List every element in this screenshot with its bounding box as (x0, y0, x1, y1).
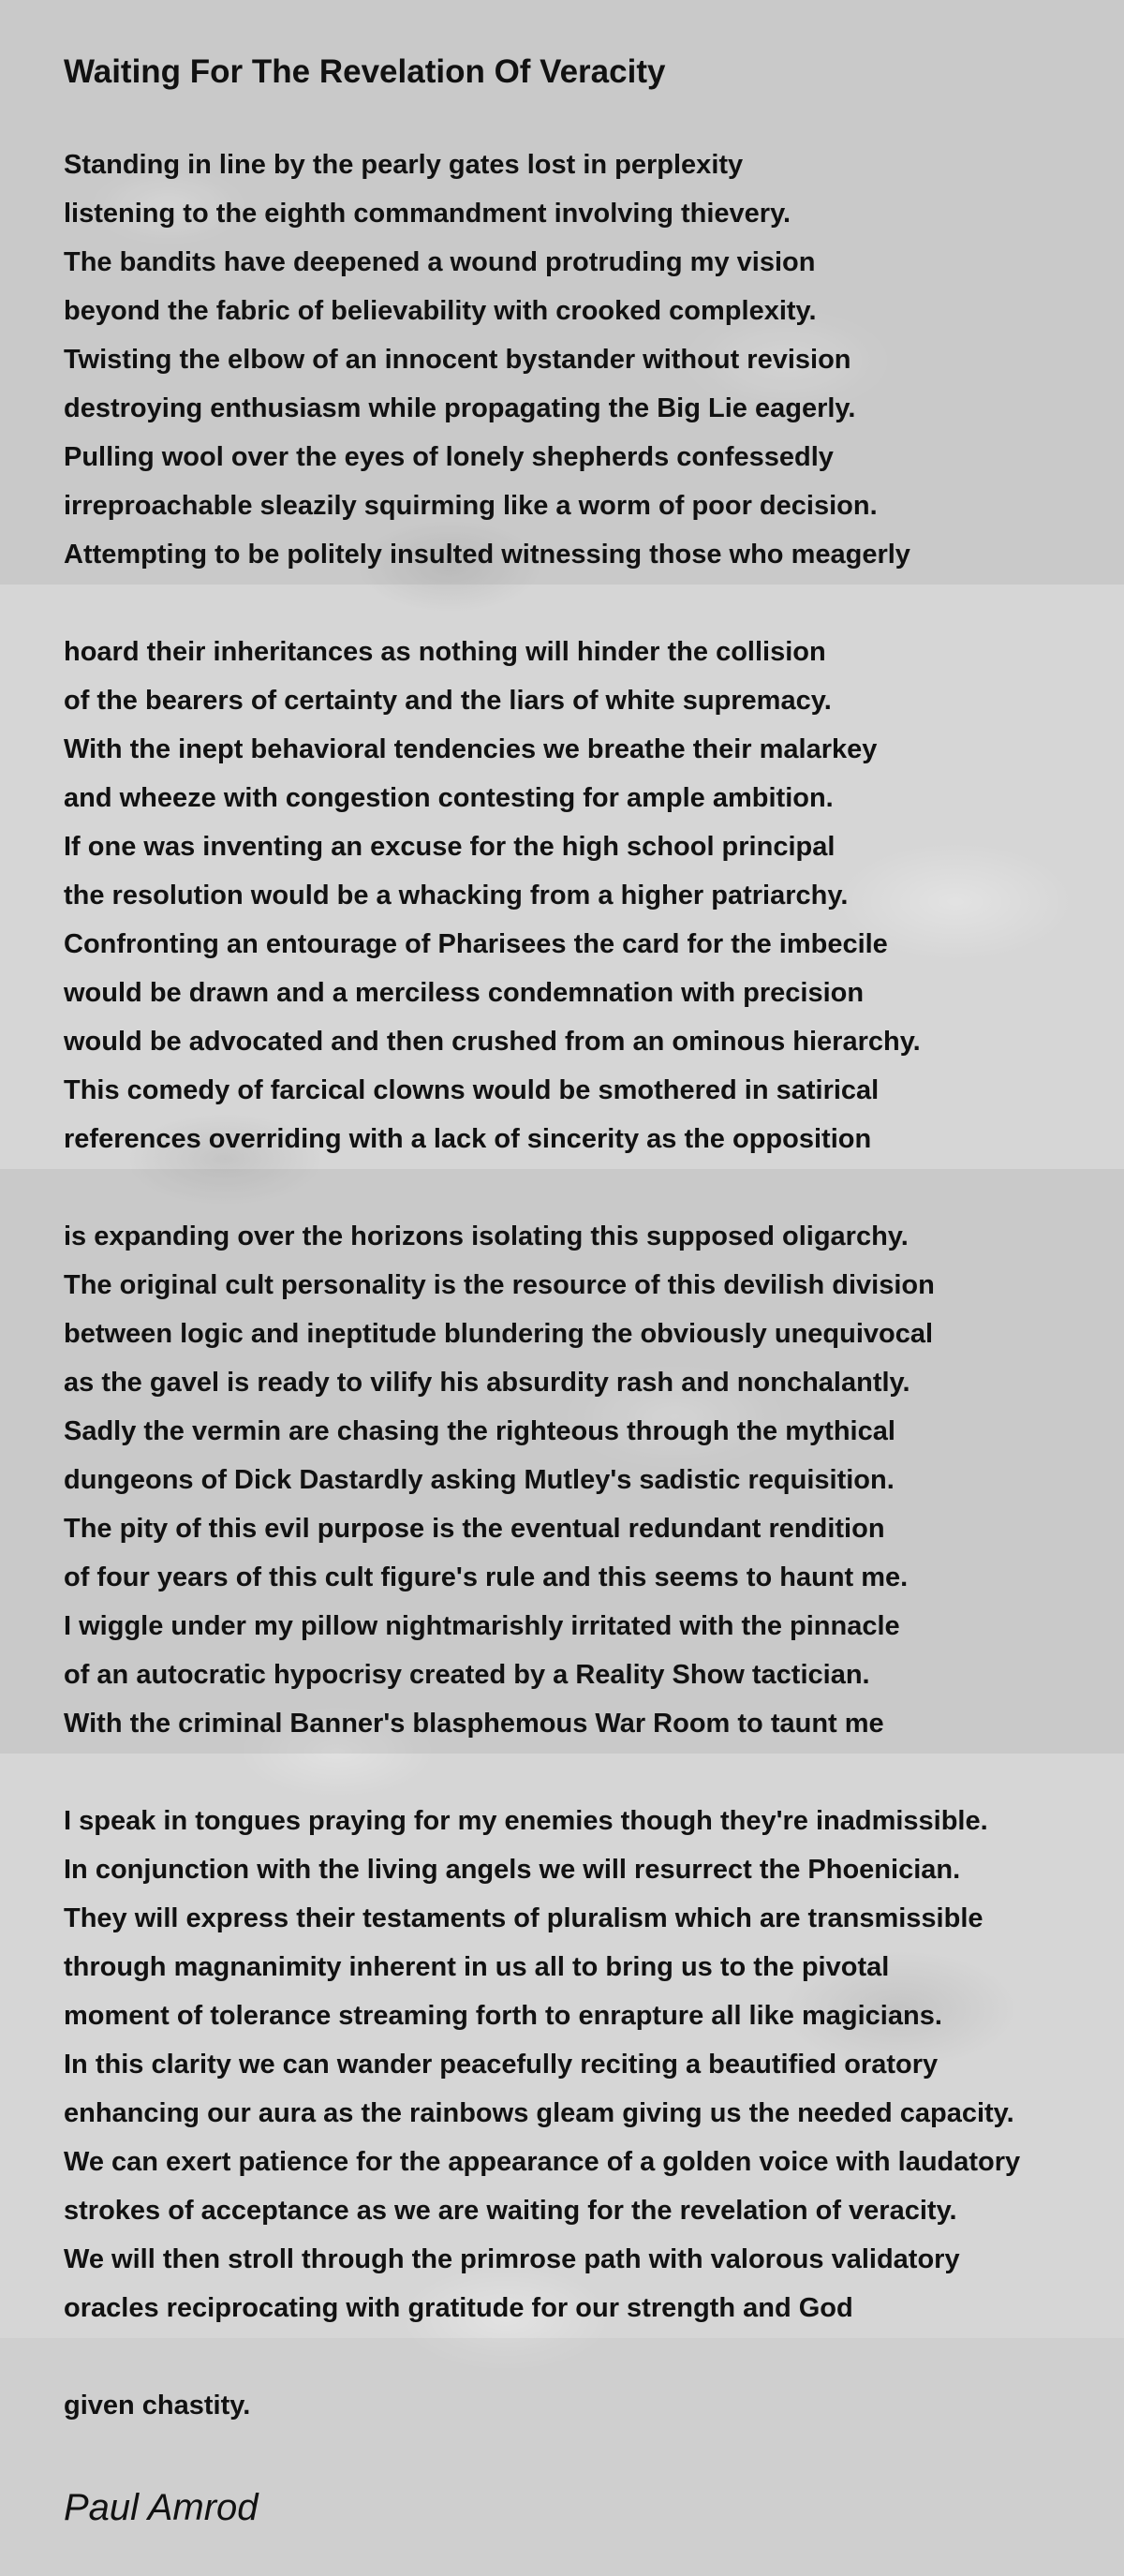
poem-line: would be drawn and a merciless condemnation with precision (64, 978, 865, 1008)
stanza-5 (64, 2381, 1124, 2430)
poem-line: I speak in tongues praying for my enemies though they're inadmissible. (64, 1806, 988, 1836)
poem-line: references overriding with a lack of sincerity as the opposition (64, 1124, 872, 1154)
poem-line: oracles reciprocating with gratitude for our strength and God (64, 2293, 853, 2323)
poem-line: I wiggle under my pillow nightmarishly irritated with the pinnacle (64, 1611, 900, 1641)
poem-line: They will express their testaments of pluralism which are transmissible (64, 1903, 984, 1933)
poem-line: dungeons of Dick Dastardly asking Mutley's sadistic requisition. (64, 1465, 895, 1495)
poem-line: We can exert patience for the appearance of a golden voice with laudatory (64, 2147, 1021, 2177)
stanza-1 (64, 141, 1124, 579)
poem-line: Twisting the elbow of an innocent bystander without revision (64, 345, 851, 375)
poem-line: listening to the eighth commandment involving thievery. (64, 199, 791, 229)
poem-line: In conjunction with the living angels we will resurrect the Phoenician. (64, 1855, 961, 1885)
poem-title: Waiting For The Revelation Of Veracity (64, 53, 666, 90)
poem-line: Attempting to be politely insulted witnessing those who meagerly (64, 540, 910, 570)
poem-line: is expanding over the horizons isolating this supposed oligarchy. (64, 1221, 909, 1251)
stanza-2 (64, 628, 1124, 1163)
poem-line: destroying enthusiasm while propagating the Big Lie eagerly. (64, 393, 856, 423)
poem-line: of four years of this cult figure's rule and this seems to haunt me. (64, 1562, 909, 1592)
poem-author: Paul Amrod (64, 2487, 259, 2528)
poem-line: Confronting an entourage of Pharisees the card for the imbecile (64, 929, 888, 959)
poem-line: of an autocratic hypocrisy created by a Reality Show tactician. (64, 1660, 870, 1690)
stanza-3 (64, 1212, 1124, 1748)
poem-line: The original cult personality is the resource of this devilish division (64, 1270, 935, 1300)
poem-line: irreproachable sleazily squirming like a worm of poor decision. (64, 491, 878, 521)
poem-line: We will then stroll through the primrose path with valorous validatory (64, 2244, 960, 2274)
poem-line: hoard their inheritances as nothing will hinder the collision (64, 637, 826, 667)
poem-line: Sadly the vermin are chasing the righteous through the mythical (64, 1416, 895, 1446)
poem-line: The pity of this evil purpose is the eventual redundant rendition (64, 1514, 885, 1544)
poem-line: given chastity. (64, 2391, 251, 2421)
poem-line: through magnanimity inherent in us all to bring us to the pivotal (64, 1952, 890, 1982)
poem-line: enhancing our aura as the rainbows gleam giving us the needed capacity. (64, 2098, 1014, 2128)
poem-line: strokes of acceptance as we are waiting for the revelation of veracity. (64, 2196, 957, 2226)
poem-line: If one was inventing an excuse for the high school principal (64, 832, 836, 862)
poem-line: This comedy of farcical clowns would be smothered in satirical (64, 1075, 880, 1105)
poem-line: would be advocated and then crushed from an ominous hierarchy. (64, 1027, 921, 1057)
poem-line: moment of tolerance streaming forth to enrapture all like magicians. (64, 2001, 942, 2031)
poem-line: of the bearers of certainty and the liars of white supremacy. (64, 686, 832, 716)
poem-line: The bandits have deepened a wound protruding my vision (64, 247, 816, 277)
poem-line: Pulling wool over the eyes of lonely shepherds confessedly (64, 442, 834, 472)
poem-line: as the gavel is ready to vilify his absurdity rash and nonchalantly. (64, 1368, 910, 1398)
stanza-band-3 (0, 2338, 1124, 2576)
poem-line: and wheeze with congestion contesting for ample ambition. (64, 783, 834, 813)
poem-line: beyond the fabric of believability with crooked complexity. (64, 296, 817, 326)
poem-line: between logic and ineptitude blundering the obviously unequivocal (64, 1319, 934, 1349)
poem-line: Standing in line by the pearly gates lost in perplexity (64, 150, 744, 180)
poem-line: With the inept behavioral tendencies we breathe their malarkey (64, 734, 878, 764)
poem-line: With the criminal Banner's blasphemous War Room to taunt me (64, 1709, 884, 1739)
poem-line: In this clarity we can wander peacefully reciting a beautified oratory (64, 2050, 939, 2080)
stanza-4 (64, 1797, 1124, 2332)
poem-line: the resolution would be a whacking from a higher patriarchy. (64, 881, 849, 910)
